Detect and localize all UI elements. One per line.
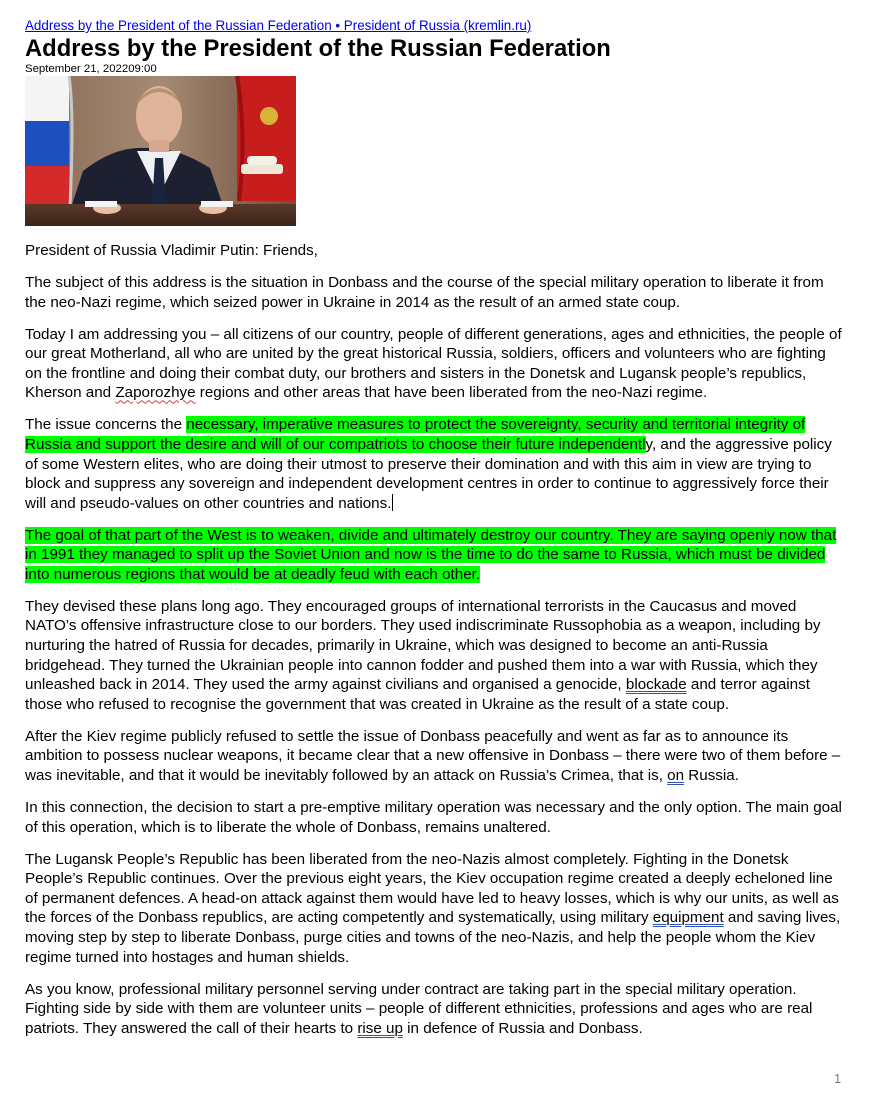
paragraph-1: The subject of this address is the situation in Donbass and the course of the special military operation to liberate it from the neo-Nazi regime, which seized power in Ukraine in 2014 as the result of an armed state coup. [25,273,824,311]
paragraph-3: The issue concerns the necessary, imperative measures to protect the sovereignty, security and territorial integrity of Russia and support the desire and will of our compatriots to choose their future independently, and the aggressive policy of some Western elites, who are doing their utmost to preserve their domination and with this aim in view are trying to block and suppress any sovereign and independent development centres in order to continue to aggressively force their will and pseudo-values on other countries and nations. [25,416,832,512]
paragraph-4 [25,526,845,585]
highlighted-paragraph: The goal of that part of the West is to weaken, divide and ultimately destroy our country. They are saying openly now that in 1991 they managed to split up the Soviet Union and now is the time to do the same to Russia, which must be divided into numerous regions that would be at deadly feud with each other. [25,526,837,583]
grammar-flag-word: equipment [652,909,724,927]
page-number: 1 [834,1071,842,1086]
paragraph-8: The Lugansk People’s Republic has been liberated from the neo-Nazis almost completely. Fighting in the Donetsk People’s Republic continues. Over the previous eight years, the Kiev occupation regime created a deeply echeloned line of permanent defences. A head-on attack against them would have led to heavy losses, which is why our units, as well as the forces of the Donbass republics, are acting competently and systematically, using military equipment and saving lives, moving step by step to liberate Donbass, purge cities and towns of the neo-Nazis, and help the people whom the Kiev regime turned into hostages and human shields. [25,850,841,966]
source-link[interactable]: Address by the President of the Russian Federation • President of Russia (kremlin.ru) [25,18,532,33]
article-photo [25,76,296,226]
document-title: Address by the President of the Russian Federation [25,35,611,62]
document-page [25,17,845,1051]
greeting-paragraph: President of Russia Vladimir Putin: Friends, [25,242,318,259]
paragraph-6: After the Kiev regime publicly refused to settle the issue of Donbass peacefully and went as far as to announce its ambition to possess nuclear weapons, it became clear that a new offensive in Donbass – there were two of them before – was inevitable, and that it would be inevitably followed by an attack on Russia’s Crimea, that is, on Russia. [25,727,841,784]
highlighted-text: necessary, imperative measures to protect the sovereignty, security and territorial integrity of Russia and support the desire and will of our compatriots to choose their future independentl [25,416,806,453]
grammar-flag-word: blockade [625,676,687,694]
paragraph-7: In this connection, the decision to start a pre-emptive military operation was necessary and the only option. The main goal of this operation, which is to liberate the whole of Donbass, remains unaltered. [25,798,842,836]
grammar-flag-word: on [667,767,685,784]
paragraph-9: As you know, professional military personnel serving under contract are taking part in the special military operation. Fighting side by side with them are volunteer units – people of different ethnicities, professions and ages who are real patriots. They answered the call of their hearts to rise up in defence of Russia and Donbass. [25,980,813,1037]
spellcheck-word: Zaporozhye [115,384,196,402]
paragraph-5: They devised these plans long ago. They encouraged groups of international terrorists in the Caucasus and moved NATO’s offensive infrastructure close to our borders. They used indiscriminate Russophobia as a weapon, including by nurturing the hatred of Russia for decades, primarily in Ukraine, which was designed to become an anti-Russia bridgehead. They turned the Ukrainian people into cannon fodder and pushed them into a war with Russia, which they unleashed back in 2014. They used the army against civilians and organised a genocide, blockade and terror against those who refused to recognise the government that was created in Ukraine as the result of a state coup. [25,597,821,713]
text-cursor [392,494,393,511]
president-portrait-image [25,76,296,226]
paragraph-2: Today I am addressing you – all citizens of our country, people of different generations, ages and ethnicities, the people of our great Motherland, all who are united by the great historical Russia, soldiers, officers and volunteers who are fighting on the frontline and doing their combat duty, our brothers and sisters in the Donetsk and Lugansk people’s republics, Kherson and Zaporozhye regions and other areas that have been liberated from the neo-Nazi regime. [25,325,842,402]
grammar-flag-word: rise up [357,1019,403,1037]
dateline: September 21, 202209:00 [25,63,157,75]
